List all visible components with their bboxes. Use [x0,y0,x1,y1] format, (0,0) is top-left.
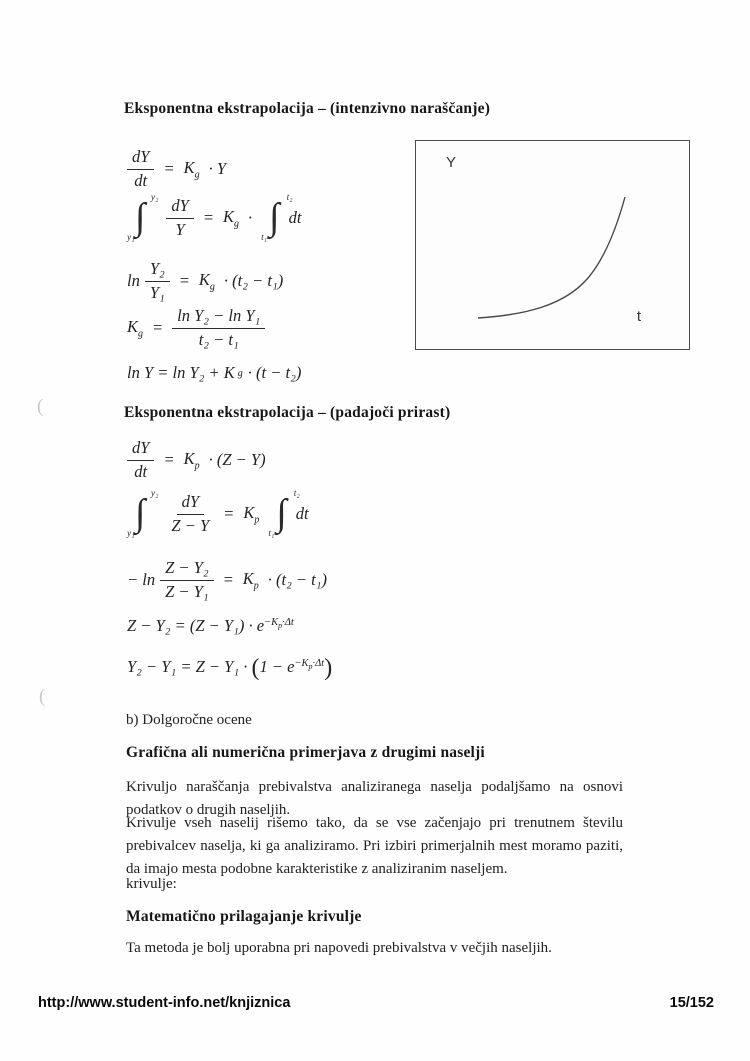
scan-artifact-mark: ( [37,396,44,417]
paragraph-comparison-method: Krivulje vseh naselij rišemo tako, da se vse začenjajo pri trenutnem številu prebivalcev naselja, ki ga analiziramo. Pri izbiri primerjalnih mest moramo paziti, da imajo mesta podobne karakteristike z analiziranim naseljem. [126,815,623,877]
math-fragment: $K_g$ [127,316,144,340]
math-fragment: = [222,570,234,590]
integral-glyph: ∫ [135,196,146,239]
math-fragment: dt [134,170,148,190]
math-fragment: ln [127,271,140,291]
math-fragment: · Y [208,159,227,179]
integral-sign [261,193,293,244]
formula-decay-solution [127,616,294,636]
math-fragment: − ln [127,570,156,590]
formula-log-ratio [127,259,283,303]
math-fragment: $Y_2 - Y_1 = Z - Y_1 \cdot (1 - e^{-K_p\cdot\Delta t})$ [127,655,333,681]
math-fragment: · (t₂ − t₁) [267,570,327,590]
integral-sign [127,489,159,540]
math-fragment: · (Z − Y) [208,450,266,470]
scan-artifact-mark: ( [39,686,46,707]
growth-chart-panel [415,140,690,350]
integral-sign [127,193,159,244]
math-fragment: = [163,450,175,470]
fraction: $\frac{\text{Y₂}}{\text{Y₁}}$ [145,259,170,303]
fraction: $\frac{dY}{Y}$ [166,196,193,240]
integral-lower-limit: t₁ [268,529,275,540]
integral-upper-limit: t₂ [286,193,293,204]
section1-title: Eksponentna ekstrapolacija – (intenzivno naraščanje) [124,100,491,117]
math-fragment: = [223,504,235,524]
formula-growth-integral [127,193,302,244]
formula-growth-ode [127,147,226,191]
integral-upper-limit: y₂ [150,489,159,500]
x-axis-label: t [636,308,641,325]
heading-graphical-comparison: Grafična ali numerična primerjava z drugimi naselji [126,744,485,761]
math-fragment: = [202,208,214,228]
open-paren: ( [251,655,260,681]
math-fragment: · (t − t₂) [247,363,302,382]
integral-glyph: ∫ [269,196,280,239]
math-fragment: $K_p$ [243,502,260,526]
math-fragment: · [248,208,253,228]
fraction [127,147,154,191]
paragraph-method-note: Ta metoda je bolj uporabna pri napovedi prebivalstva v večjih naseljih. [126,940,552,956]
math-subscript: g [237,367,243,379]
integral-glyph: ∫ [276,492,287,535]
formula-decay-ode [127,438,266,482]
page-number: 15/152 [669,995,714,1011]
math-fragment: · (t₂ − t₁) [223,271,284,291]
integral-upper-limit: y₂ [150,193,159,204]
formula-decay-integral [127,489,309,540]
fraction: $\frac{dY}{dt}$ [127,438,154,482]
math-fragment: = [178,271,190,291]
integral-sign [268,489,300,540]
formula-extrapolation [127,363,301,383]
math-fragment: $Z - Y_2 = (Z - Y_1) \cdot e^{-K_p\cdot\Delta t}$ [127,616,294,635]
math-fragment: $K_g$ [198,269,215,293]
math-exponent: −Kp·Δt [294,657,325,671]
integral-lower-limit: y₁ [127,233,135,244]
math-fragment: = [152,318,164,338]
heading-mathematical-fitting: Matematično prilagajanje krivulje [126,908,362,925]
exponential-growth-curve [416,141,689,349]
fraction: $\frac{dY}{Z - Y}$ [171,492,210,535]
math-fragment: $K_g$ [183,157,200,181]
formula-kg-definition [127,306,265,350]
integral-upper-limit: t₂ [293,489,300,500]
fraction: $\frac{\text{Z − Y₂}}{\text{Z − Y₁}}$ [160,558,213,602]
math-fragment: dt [288,208,302,228]
math-fragment: $K_p$ [242,568,259,592]
paragraph-curve-extension: Krivuljo naraščanja prebivalstva analiziranega naselja podaljšamo na osnovi podatkov o drugih naseljih. [126,779,623,818]
math-fragment: $K_g$ [223,206,240,230]
y-axis-label: Y [446,154,457,171]
close-paren: ) [324,655,333,681]
math-exponent: −Kp·Δt [264,616,294,630]
math-fragment: dt [295,504,309,524]
integral-lower-limit: t₁ [261,233,268,244]
math-fragment: ln Y = ln Y₂ + K [127,363,235,382]
formula-decay-log [127,558,327,602]
formula-population-difference [127,655,333,681]
section2-title: Eksponentna ekstrapolacija – (padajoči prirast) [124,404,451,421]
source-url: http://www.student-info.net/knjiznica [38,995,291,1011]
math-fragment: $K_p$ [183,448,200,472]
integral-lower-limit: y₁ [127,529,135,540]
list-item-b: b) Dolgoročne ocene [126,712,252,728]
math-fragment: dY [127,147,154,170]
label-krivulje: krivulje: [126,876,177,892]
fraction: $\frac{\text{ln Y₂ − ln Y₁}}{\text{t₂ − t₁}}$ [172,306,265,350]
integral-glyph: ∫ [135,492,146,535]
math-fragment: = [163,159,175,179]
